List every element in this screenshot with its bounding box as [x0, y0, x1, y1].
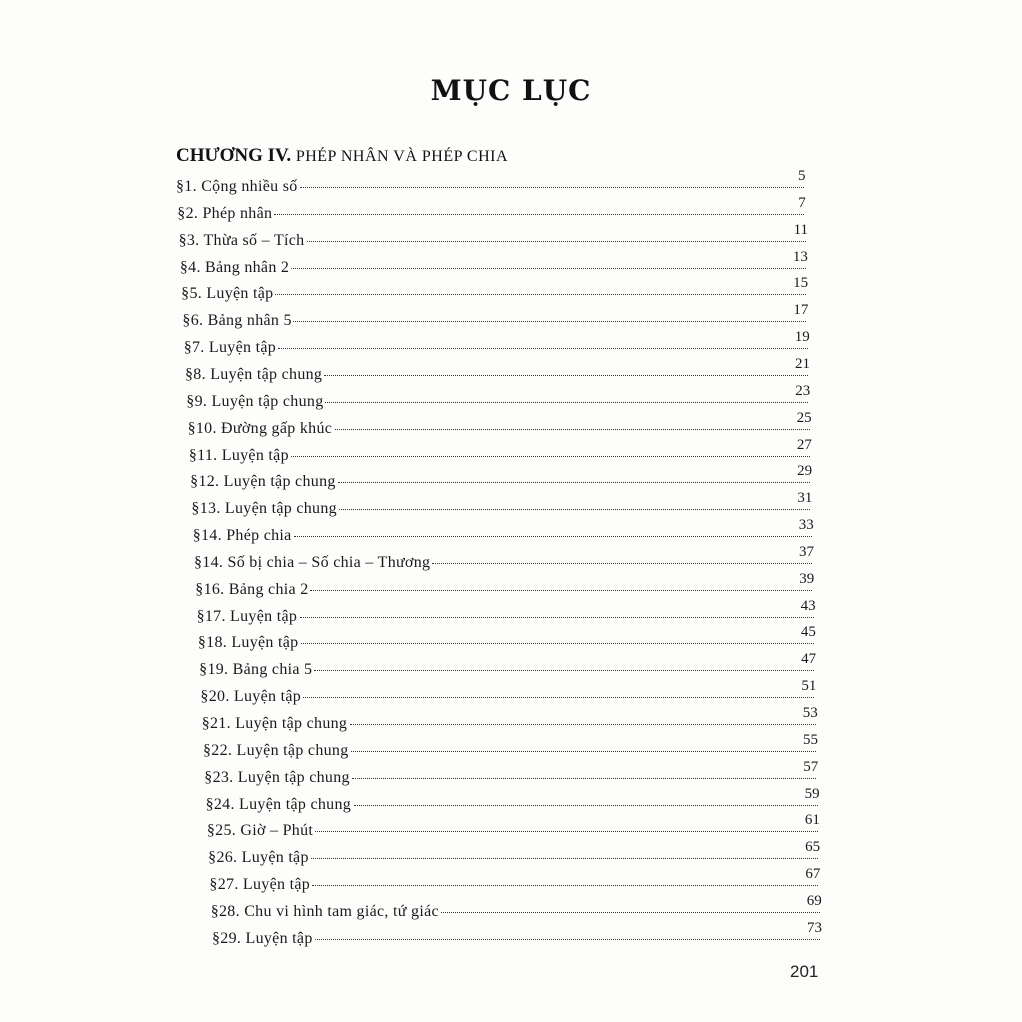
toc-entry-title: §27. Luyện tập	[209, 876, 311, 894]
toc-entry-title: §23. Luyện tập chung	[204, 768, 350, 786]
toc-entry	[196, 597, 816, 634]
toc-entry	[179, 248, 808, 285]
dot-leader	[354, 804, 818, 806]
toc-entry	[176, 168, 806, 204]
dot-leader	[335, 428, 810, 430]
toc-entry	[185, 355, 810, 392]
toc-entry-page: 17	[793, 302, 809, 319]
dot-leader	[315, 938, 820, 940]
dot-leader	[294, 535, 812, 537]
toc-entry-title: §19. Bảng chia 5	[199, 661, 313, 679]
toc-entry-title: §1. Cộng nhiều số	[176, 178, 298, 195]
toc-entry-title: §21. Luyện tập chung	[201, 715, 348, 732]
toc-entry-page: 65	[805, 839, 821, 856]
toc-entry-title: §3. Thừa số – Tích	[178, 231, 305, 249]
toc-entry-page: 45	[800, 624, 816, 641]
toc-entry-title: §20. Luyện tập	[200, 688, 302, 706]
toc-entry-title: §29. Luyện tập	[212, 929, 313, 947]
toc-entry-title: §14. Số bị chia – Số chia – Thương	[194, 553, 431, 571]
toc-entry-page: 5	[798, 168, 806, 184]
toc-entry	[210, 892, 822, 929]
dot-leader	[307, 240, 806, 242]
toc-entry	[204, 758, 819, 795]
toc-entry	[201, 705, 818, 741]
toc-entry	[182, 302, 809, 338]
toc-entry-page: 15	[793, 275, 809, 292]
dot-leader	[291, 267, 806, 269]
dot-leader	[314, 669, 814, 671]
toc-entry-page: 59	[804, 785, 820, 802]
toc-entry-title: §17. Luyện tập	[196, 607, 298, 625]
toc-entry-page: 57	[803, 758, 819, 775]
toc-entry-page: 47	[801, 651, 817, 668]
toc-entry-page: 31	[797, 490, 813, 507]
dot-leader	[293, 320, 806, 322]
toc-entry	[186, 382, 811, 419]
dot-leader	[315, 830, 818, 832]
toc-entry-page: 43	[800, 597, 816, 614]
toc-entry	[203, 731, 818, 768]
toc-entry-title: §26. Luyện tập	[208, 849, 309, 867]
page-number: 201	[790, 962, 819, 981]
toc-entry-title: §16. Bảng chia 2	[195, 580, 309, 598]
dot-leader	[432, 562, 812, 564]
toc-entry	[205, 785, 820, 822]
toc-entry-title: §6. Bảng nhân 5	[182, 312, 292, 330]
toc-entry-title: §14. Phép chia	[192, 527, 292, 545]
dot-leader	[300, 616, 814, 618]
dot-leader	[300, 186, 804, 188]
dot-leader	[274, 213, 804, 215]
toc-entry-title: §9. Luyện tập chung	[186, 392, 324, 410]
dot-leader	[311, 857, 818, 859]
toc-entry-title: §5. Luyện tập	[181, 285, 274, 303]
dot-leader	[325, 401, 808, 403]
toc-entry	[178, 221, 809, 258]
dot-leader	[275, 293, 806, 295]
dot-leader	[303, 696, 814, 698]
page-title: MỤC LỤC	[430, 74, 592, 107]
toc-entry-page: 13	[792, 248, 808, 265]
dot-leader	[324, 374, 808, 376]
toc-entry-page: 11	[793, 221, 809, 238]
toc-entry-page: 29	[797, 463, 813, 480]
dot-leader	[351, 750, 816, 752]
toc-entry	[195, 570, 815, 607]
toc-entry-page: 7	[798, 194, 806, 211]
toc-entry	[212, 919, 822, 956]
toc-entry-title: §28. Chu vi hình tam giác, tứ giác	[210, 902, 439, 920]
chapter-number: CHƯƠNG IV.	[176, 145, 292, 166]
toc-entry-page: 19	[794, 329, 810, 346]
toc-entry-page: 53	[802, 705, 818, 721]
dot-leader	[350, 723, 816, 725]
toc-entry-title: §25. Giờ – Phút	[206, 822, 314, 840]
toc-entry-title: §11. Luyện tập	[188, 446, 289, 464]
dot-leader	[441, 911, 820, 913]
dot-leader	[338, 481, 810, 483]
dot-leader	[339, 508, 810, 510]
toc-entry-page: 25	[796, 409, 812, 426]
toc-entry-title: §8. Luyện tập chung	[185, 365, 323, 383]
toc-entry	[194, 543, 814, 580]
toc-entry-title: §2. Phép nhân	[177, 204, 273, 222]
toc-entry	[191, 490, 813, 526]
toc-entry-page: 51	[801, 678, 817, 695]
toc-entry	[177, 194, 806, 231]
toc-entry-page: 73	[807, 919, 822, 936]
toc-entry-page: 27	[796, 436, 812, 453]
toc-entry-title: §12. Luyện tập chung	[190, 473, 336, 491]
toc-entry-title: §18. Luyện tập	[197, 634, 299, 652]
toc-entry-title: §22. Luyện tập chung	[203, 741, 349, 759]
toc-entry	[206, 812, 820, 848]
toc-entry	[183, 329, 810, 365]
toc-entry-page: 21	[795, 355, 810, 372]
toc-entry	[188, 436, 812, 473]
dot-leader	[301, 642, 814, 644]
toc-entry-page: 67	[805, 866, 821, 883]
toc-entry-title: §24. Luyện tập chung	[205, 795, 352, 813]
dot-leader	[278, 347, 808, 349]
toc-entry-page: 39	[799, 570, 815, 587]
toc-entry-title: §13. Luyện tập chung	[191, 500, 337, 518]
toc-entry-page: 23	[795, 382, 811, 399]
toc-entry	[192, 517, 814, 553]
dot-leader	[352, 777, 816, 779]
dot-leader	[310, 589, 812, 591]
chapter-name: PHÉP NHÂN VÀ PHÉP CHIA	[295, 148, 509, 165]
toc-entry-title: §4. Bảng nhân 2	[179, 258, 290, 276]
toc-entry-page: 33	[798, 517, 814, 534]
dot-leader	[291, 455, 810, 457]
toc-entry-page: 61	[804, 812, 820, 829]
dot-leader	[312, 884, 818, 886]
toc-entry	[187, 409, 812, 446]
toc-entry-title: §10. Đường gấp khúc	[187, 419, 333, 437]
toc-entry-title: §7. Luyện tập	[183, 339, 277, 357]
toc-entry-page: 69	[806, 892, 822, 909]
toc-entry-page: 37	[799, 543, 814, 560]
toc-entry	[197, 624, 816, 660]
toc-entry	[209, 866, 821, 902]
toc-entry-page: 55	[803, 731, 818, 748]
